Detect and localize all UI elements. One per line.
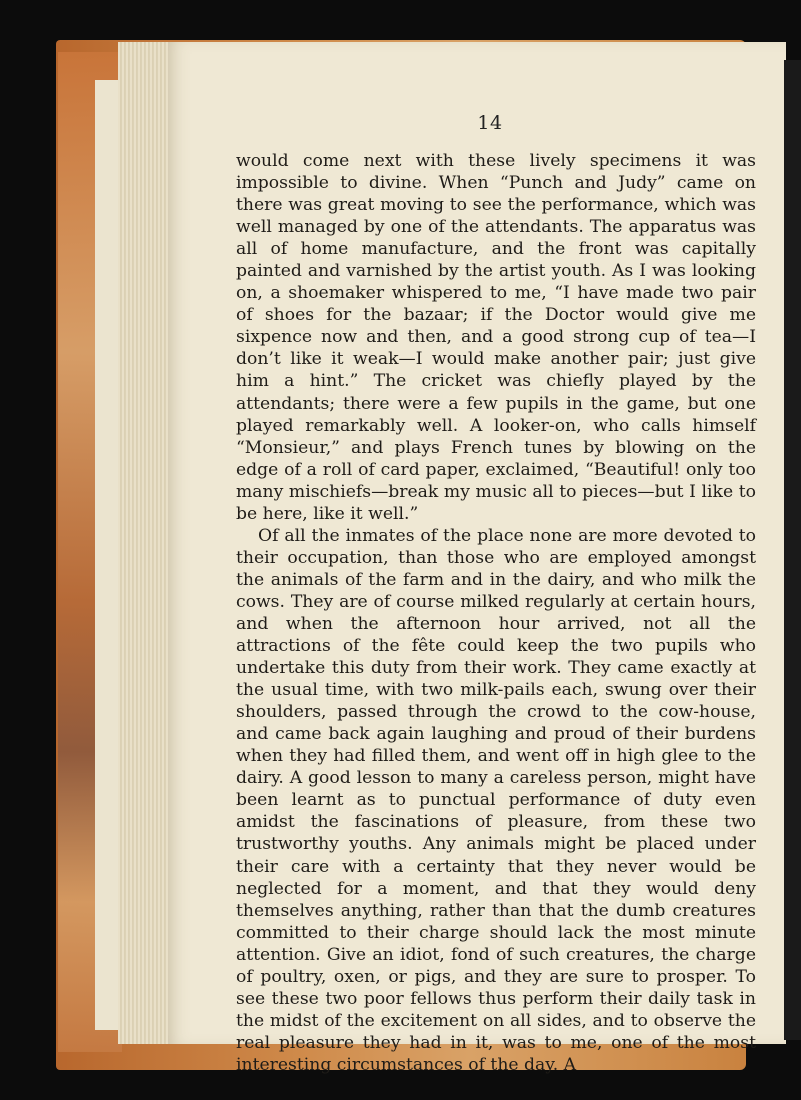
body-text: [236, 150, 756, 1076]
paragraph: would come next with these lively specimens it was impossible to divine. When “Punch and Judy” came on there was great moving to see the performance, which was well managed by one of the attendants. The apparatus was all of home manufacture, and the front was capitally painted and varnished by the artist youth. As I was looking on, a shoemaker whispered to me, “I have made two pair of shoes for the bazaar; if the Doctor would give me sixpence now and then, and a good strong cup of tea—I don’t like it weak—I would make another pair; just give him a hint.” The cricket was chiefly played by the attendants; there were a few pupils in the game, but one played remarkably well. A looker-on, who calls himself “Monsieur,” and plays French tunes by blowing on the edge of a roll of card paper, exclaimed, “Beautiful! only too many mischiefs—break my music all to pieces—but I like to be here, like it well.”: [236, 151, 756, 524]
paragraph: Of all the inmates of the place none are more devoted to their occupation, than those who are employed amongst the animals of the farm and in the dairy, and who milk the cows. They are of course milked regularly at certain hours, and when the afternoon hour arrived, not all the attractions of the fête could keep the two pupils who undertake this duty from their work. They came exactly at the usual time, with two milk-pails each, swung over their shoulders, passed through the crowd to the cow-house, and came back again laughing and proud of their burdens when they had filled them, and went off in high glee to the dairy. A good lesson to many a careless person, might have been learnt as to punctual performance of duty even amidst the fascinations of pleasure, from these two trustworthy youths. Any animals might be placed under their care with a certainty that they never would be neglected for a moment, and that they would deny themselves anything, rather than that the dumb creatures committed to their charge should lack the most minute attention. Give an idiot, fond of such creatures, the charge of poultry, oxen, or pigs, and they are sure to prosper. To see these two poor fellows thus perform their daily task in the midst of the excitement on all sides, and to observe the real pleasure they had in it, was to me, one of the most interesting circumstances of the day. A: [236, 525, 756, 1075]
page-number: 14: [477, 112, 503, 134]
background-edge: [784, 60, 801, 1040]
